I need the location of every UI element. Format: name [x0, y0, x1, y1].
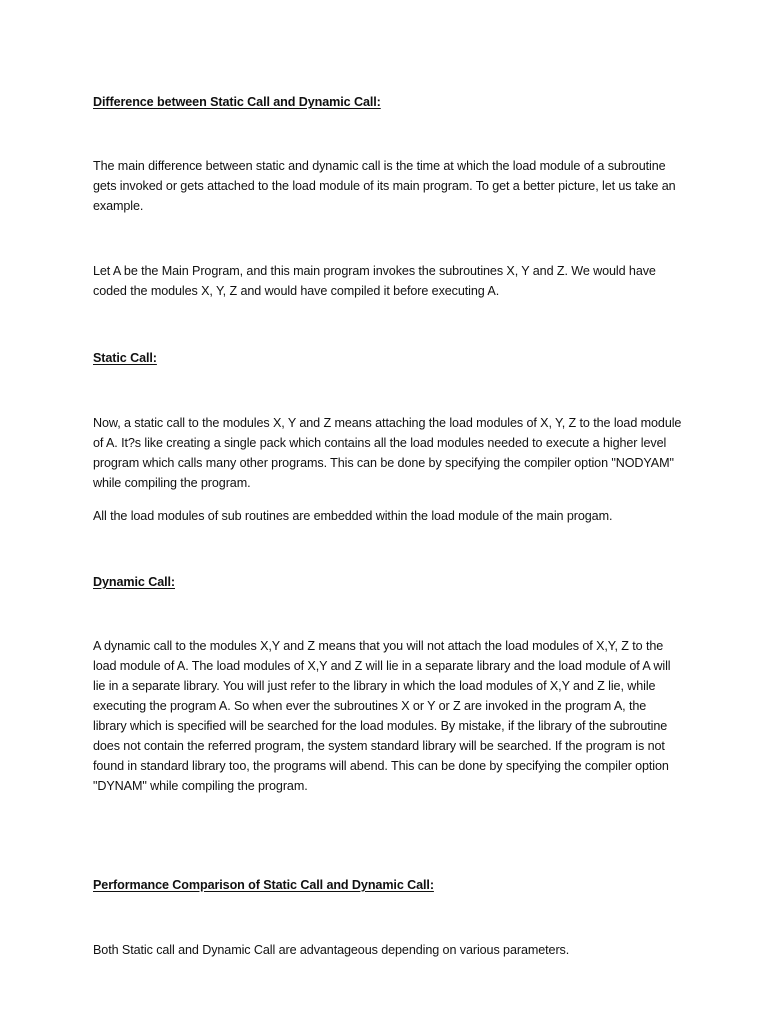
- page-title: Difference between Static Call and Dynamic Call:: [93, 95, 381, 109]
- intro-paragraph-2: Let A be the Main Program, and this main program invokes the subroutines X, Y and Z. We would have coded the modules X, Y, Z and would have compiled it before executing A.: [93, 264, 656, 298]
- performance-paragraph-1: Both Static call and Dynamic Call are advantageous depending on various parameters.: [93, 943, 570, 957]
- intro-paragraph-1: The main difference between static and dynamic call is the time at which the load module of a subroutine gets invoked or gets attached to the load module of its main program. To get a better picture, let us take an example.: [93, 159, 676, 213]
- static-call-paragraph-2: All the load modules of sub routines are embedded within the load module of the main progam.: [93, 509, 613, 523]
- dynamic-call-heading: Dynamic Call:: [93, 575, 175, 589]
- dynamic-call-paragraph-1: A dynamic call to the modules X,Y and Z means that you will not attach the load modules of X,Y, Z to the load module of A. The load modules of X,Y and Z will lie in a separate library and the load module of A will lie in a separate library. You will just refer to the library in which the load modules of X,Y and Z lie, while executing the program A. So when ever the subroutines X or Y or Z are invoked in the program A, the library which is specified will be searched for the load modules. By mistake, if the library of the subroutine does not contain the referred program, the system standard library will be searched. If the program is not found in standard library too, the programs will abend. This can be done by specifying the compiler option "DYNAM" while compiling the program.: [93, 639, 671, 793]
- static-call-paragraph-1: Now, a static call to the modules X, Y and Z means attaching the load modules of X, Y, Z to the load module of A. It?s like creating a single pack which contains all the load modules needed to execute a higher level program which calls many other programs. This can be done by specifying the compiler option "NODYAM" while compiling the program.: [93, 416, 682, 490]
- performance-comparison-heading: Performance Comparison of Static Call and Dynamic Call:: [93, 878, 434, 892]
- static-call-heading: Static Call:: [93, 351, 157, 365]
